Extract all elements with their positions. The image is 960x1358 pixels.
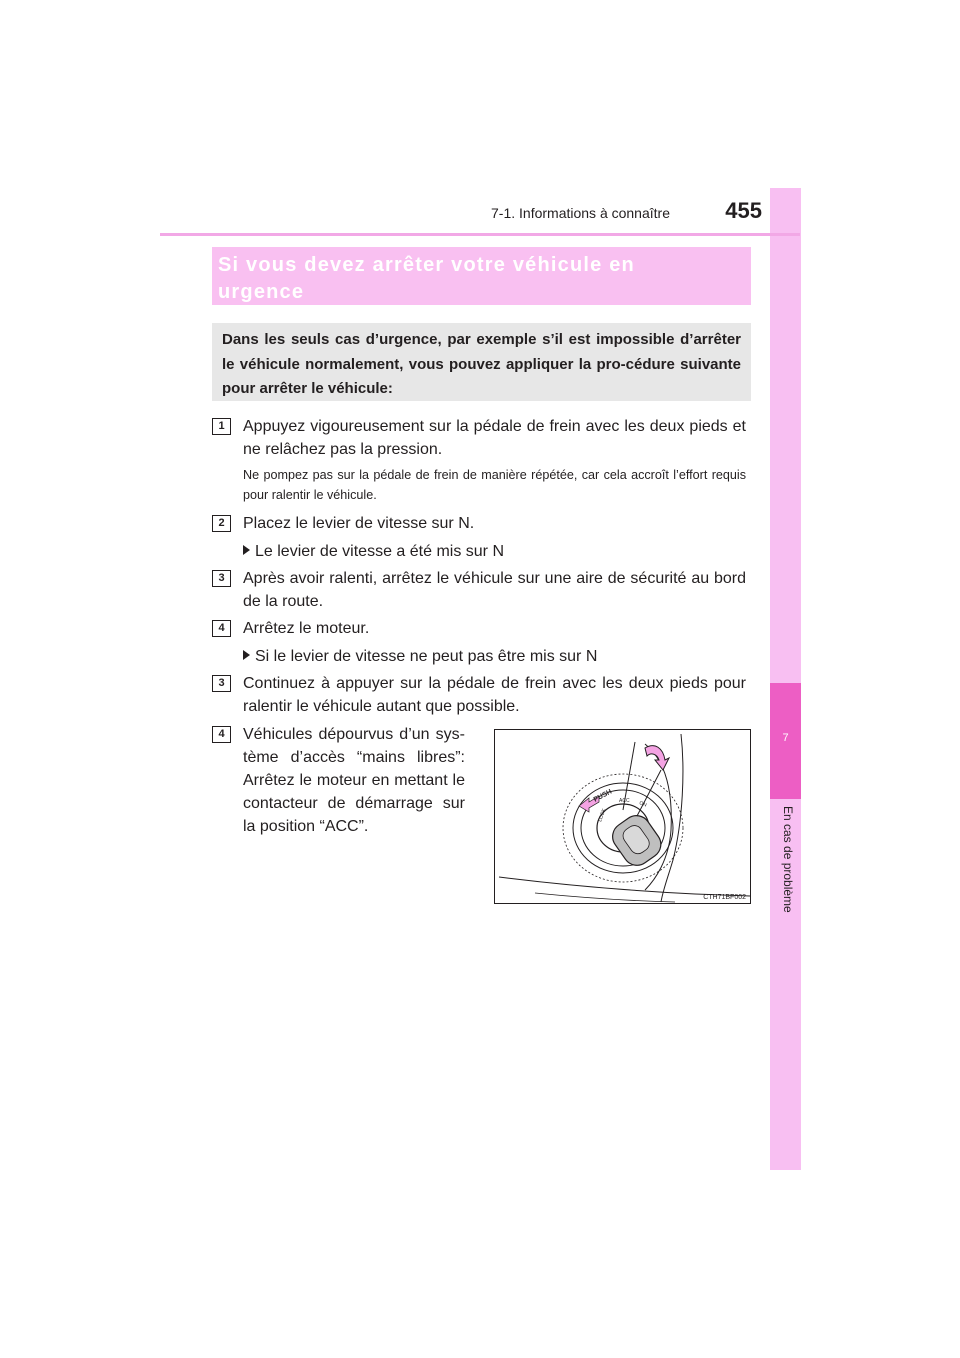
condition-text: Si le levier de vitesse ne peut pas être mis sur N [255, 648, 598, 665]
triangle-bullet-icon [243, 545, 250, 555]
triangle-bullet-icon [243, 650, 250, 660]
condition-item [243, 540, 746, 563]
svg-text:ACC: ACC [619, 798, 630, 804]
ignition-switch-figure [494, 729, 751, 904]
step-text: Placez le levier de vitesse sur N. [243, 515, 475, 532]
step-text: Arrêtez le moteur. [243, 620, 370, 637]
chapter-side-tab [770, 188, 801, 1170]
step-number: 3 [212, 570, 231, 587]
svg-text:LOCK: LOCK [597, 807, 608, 823]
svg-text:PUSH: PUSH [592, 788, 614, 804]
step-text: Continuez à appuyer sur la pédale de frein avec les deux pieds pour ralentir le véhicule autant que possible. [243, 675, 746, 715]
title-line-1: Si vous devez arrêter votre véhicule en [218, 254, 635, 276]
step-text: Appuyez vigoureusement sur la pédale de frein avec les deux pieds et ne relâchez pas la pression. [243, 418, 746, 458]
intro-box [212, 323, 751, 401]
title-line-2: urgence [218, 281, 305, 303]
step-note: Ne pompez pas sur la pédale de frein de manière répétée, car cela accroît l’effort requis pour ralentir le véhicule. [243, 468, 746, 502]
page-number: 455 [725, 198, 762, 223]
step-number: 1 [212, 418, 231, 435]
step-text: Après avoir ralenti, arrêtez le véhicule sur une aire de sécurité au bord de la route. [243, 570, 746, 610]
header-rule [160, 233, 800, 236]
step-number: 4 [212, 726, 231, 743]
figure-code: CTH71BF002 [703, 894, 746, 901]
title-bar [212, 247, 751, 305]
svg-text:ON: ON [638, 800, 648, 809]
step-number: 4 [212, 620, 231, 637]
chapter-number: 7 [782, 732, 789, 744]
condition-text: Le levier de vitesse a été mis sur N [255, 543, 504, 560]
step-text: Véhicules dépourvus d’un sys-tème d’accès “mains libres”: Arrêtez le moteur en mettant le contacteur de démarrage sur la position “ACC”. [243, 726, 465, 835]
ignition-key-illustration [495, 730, 750, 903]
chapter-label: En cas de problème [781, 806, 795, 913]
section-label: 7-1. Informations à connaître [491, 205, 670, 221]
condition-item [243, 645, 746, 668]
step-number: 3 [212, 675, 231, 692]
step-number: 2 [212, 515, 231, 532]
intro-text: Dans les seuls cas d’urgence, par exemple s’il est impossible d’arrêter le véhicule normalement, vous pouvez appliquer la pro-cédure suivante pour arrêter le véhicule: [222, 331, 741, 397]
